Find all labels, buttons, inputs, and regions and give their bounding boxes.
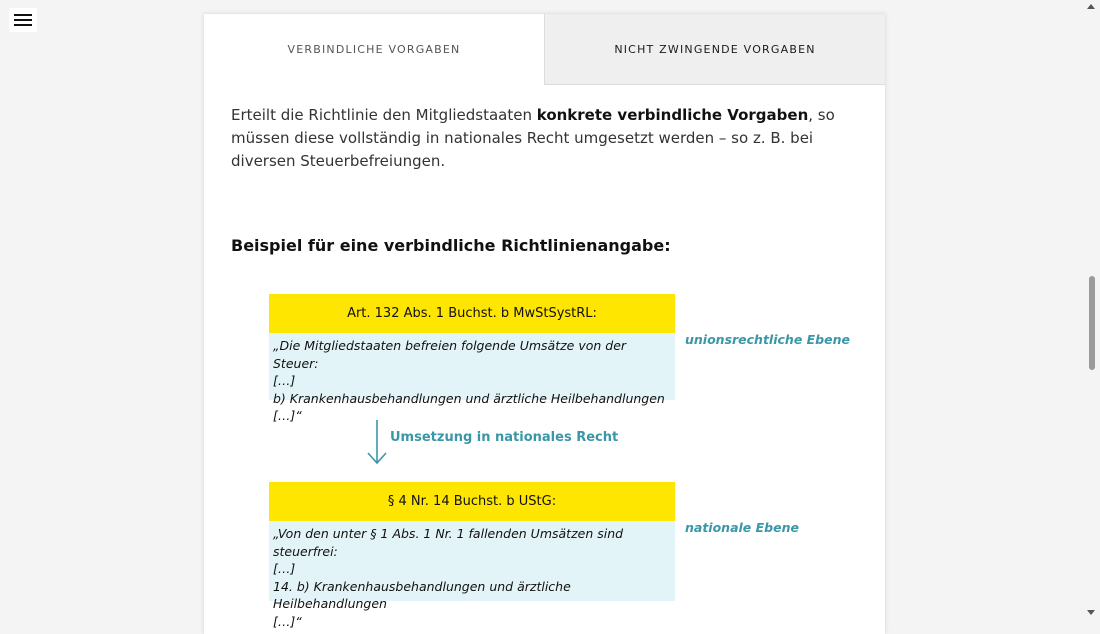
- national-law-quote-line: 14. b) Krankenhausbehandlungen und ärztliche Heilbehandlungen: [273, 578, 571, 611]
- intro-paragraph: [231, 104, 851, 173]
- tab-verbindliche-vorgaben[interactable]: VERBINDLICHE VORGABEN: [204, 14, 544, 85]
- national-law-quote: [269, 521, 675, 629]
- eu-law-quote: [269, 333, 675, 423]
- national-level-label: nationale Ebene: [685, 520, 799, 535]
- national-law-quote-line: „Von den unter § 1 Abs. 1 Nr. 1 fallenden Umsätzen sind steuerfrei:: [273, 526, 624, 559]
- eu-law-title: Art. 132 Abs. 1 Buchst. b MwStSystRL:: [269, 294, 675, 333]
- content-card: [204, 14, 885, 634]
- page-scrollbar[interactable]: [1084, 0, 1100, 619]
- intro-text-start: Erteilt die Richtlinie den Mitgliedstaaten: [231, 106, 537, 124]
- example-heading: Beispiel für eine verbindliche Richtlinienangabe:: [231, 236, 671, 255]
- national-law-title: § 4 Nr. 14 Buchst. b UStG:: [269, 482, 675, 521]
- eu-level-label: unionsrechtliche Ebene: [685, 332, 850, 347]
- eu-law-quote-line: „Die Mitgliedstaaten befreien folgende Umsätze von der Steuer:: [273, 338, 627, 371]
- scroll-up-icon[interactable]: [1087, 4, 1095, 9]
- transfer-label: Umsetzung in nationales Recht: [390, 430, 619, 445]
- scroll-thumb[interactable]: [1089, 276, 1095, 370]
- intro-text-end: , so müssen diese vollständig in nationales Recht umgesetzt werden – so z. B. bei diversen Steuerbefreiungen.: [231, 106, 835, 170]
- tab-nicht-zwingende-vorgaben[interactable]: NICHT ZWINGENDE VORGABEN: [544, 14, 885, 85]
- tab-bar: [204, 14, 885, 85]
- scroll-down-icon[interactable]: [1087, 610, 1095, 615]
- eu-law-quote-line: […]: [273, 373, 296, 388]
- national-law-quote-line: […]: [273, 561, 296, 576]
- eu-law-quote-line: b) Krankenhausbehandlungen und ärztliche Heilbehandlungen […]“: [273, 390, 665, 423]
- national-law-quote-line: […]“: [273, 613, 302, 629]
- arrow-down-icon: [366, 418, 388, 466]
- hamburger-menu-icon[interactable]: [9, 8, 37, 32]
- intro-text-bold: konkrete verbindliche Vorgaben: [536, 106, 809, 124]
